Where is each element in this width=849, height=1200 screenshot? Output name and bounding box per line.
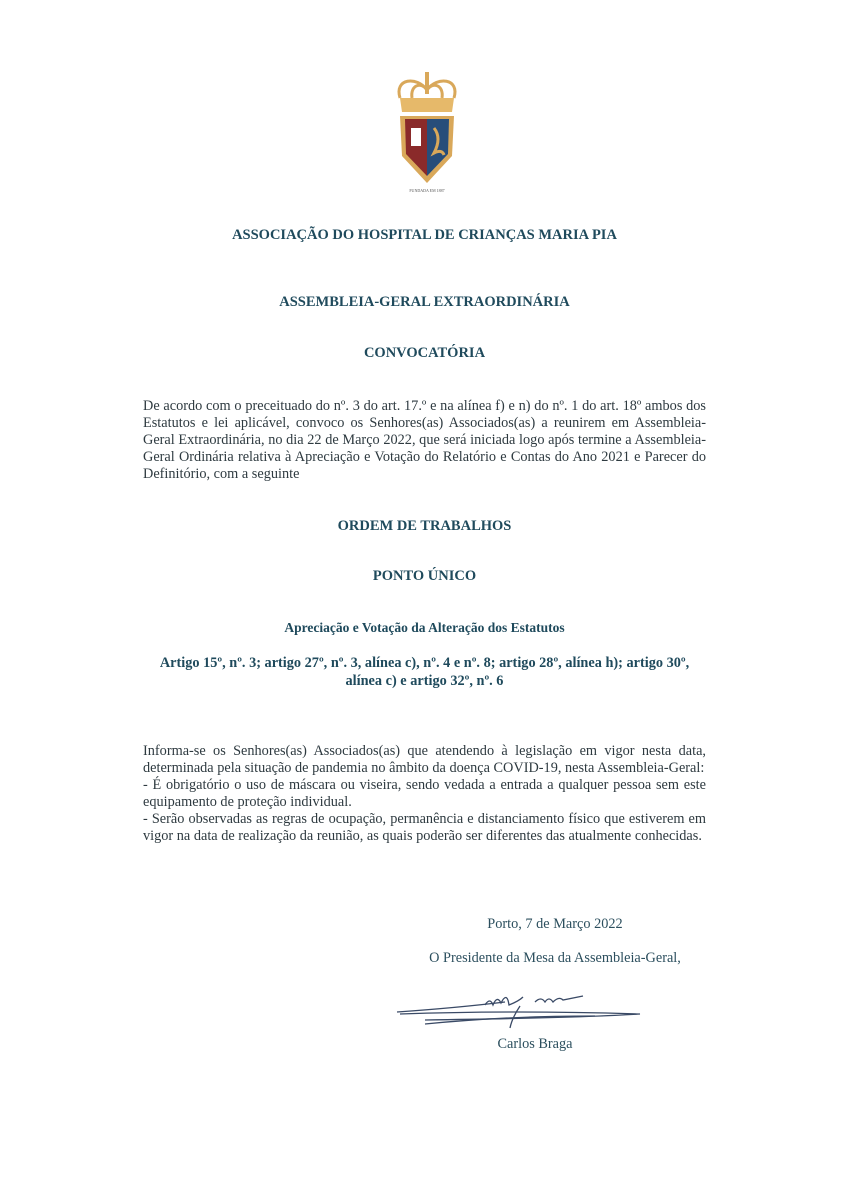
articles-line-1: Artigo 15º, nº. 3; artigo 27º, nº. 3, alínea c), nº. 4 e nº. 8; artigo 28º, alínea h); artigo 30º, [159,655,690,671]
organization-name: ASSOCIAÇÃO DO HOSPITAL DE CRIANÇAS MARIA PIA [232,227,617,243]
signer-name: Carlos Braga [497,1036,573,1052]
notice-intro: Informa-se os Senhores(as) Associados(as) que atendendo à legislação em vigor nesta data, determinada pela situação de pandemia no âmbito da doença COVID-19, nesta Assembleia-Geral: [143,743,706,776]
signature [395,990,645,1030]
articles-line-2: alínea c) e artigo 32º, nº. 6 [345,673,504,689]
intro-paragraph: De acordo com o preceituado do nº. 3 do art. 17.º e na alínea f) e n) do nº. 1 do art. 18º ambos dos Estatutos e lei aplicável, convoco os Senhores(as) Associados(as) a reunirem em Assembleia-Geral Extraordinária, no dia 22 de Março 2022, que será iniciada logo após termine a Assembleia-Geral Ordinária relativa à Apreciação e Votação do Relatório e Contas do Ano 2021 e Parecer do Definitório, com a seguinte [143,398,706,482]
notice-block [143,743,706,845]
agenda-title: ORDEM DE TRABALHOS [337,518,512,534]
crest-caption: FUNDADA EM 1887 [409,188,445,193]
point-subject: Apreciação e Votação da Alteração dos Estatutos [284,620,565,635]
crest-logo [392,68,462,194]
notice-item-rules: - Serão observadas as regras de ocupação, permanência e distanciamento físico que estiverem em vigor na data de realização da reunião, as quais poderão ser diferentes das atualmente conhecidas. [143,811,706,844]
signer-role: O Presidente da Mesa da Assembleia-Geral, [429,950,681,966]
point-title: PONTO ÚNICO [372,568,477,584]
document-type: CONVOCATÓRIA [363,345,486,361]
notice-item-mask: - É obrigatório o uso de máscara ou viseira, sendo vedada a entrada a qualquer pessoa sem este equipamento de proteção individual. [143,777,706,810]
date-place: Porto, 7 de Março 2022 [487,916,623,932]
meeting-title: ASSEMBLEIA-GERAL EXTRAORDINÁRIA [279,294,570,310]
